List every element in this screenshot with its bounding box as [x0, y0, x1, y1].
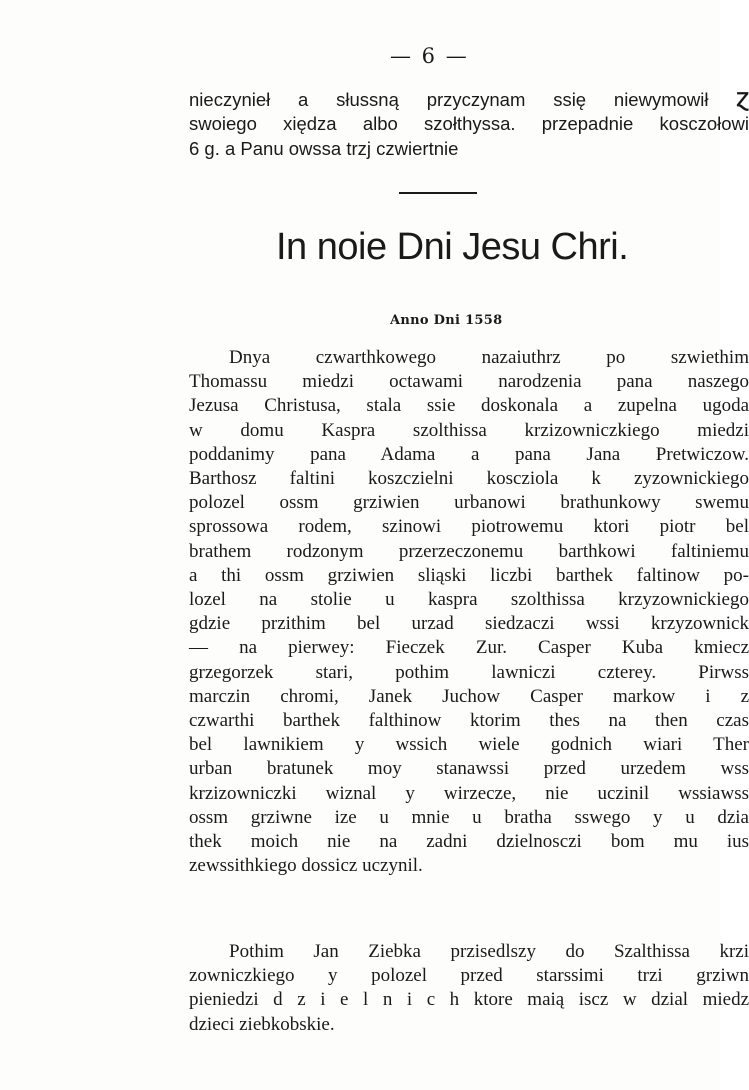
paragraph-line: Jezusa Christusa, stala ssie doskonala a zupelna ugoda: [189, 395, 749, 417]
paragraph-line: ossm grziwne ize u mnie u bratha sswego y u dzia: [189, 806, 749, 828]
paragraph-line: pieniedzi d z i e l n i c h ktore maią iscz w dzial miedz: [189, 989, 749, 1011]
paragraph-line: czwarthi barthek falthinow ktorim thes na then czas: [189, 710, 749, 732]
paragraph-line: zowniczkiego y polozel przed starssimi trzi grziwn: [189, 965, 749, 987]
paragraph-line: bel lawnikiem y wssich wiele godnich wiari Ther: [189, 734, 749, 756]
paragraph-line: sprossowa rodem, szinowi piotrowemu ktori piotr bel: [189, 516, 749, 538]
paragraph-1: [189, 346, 749, 878]
ink-glyph: Ɀ: [736, 89, 749, 110]
paragraph-line: poddanimy pana Adama a pana Jana Pretwiczow.: [189, 443, 749, 465]
paragraph-line: a thi ossm grziwien sliąski liczbi barthek faltinow po-: [189, 564, 749, 586]
paragraph-line: Pothim Jan Ziebka przisedlszy do Szalthissa krzi: [229, 941, 749, 962]
paragraph-line: lozel na stolie u kaspra szolthissa krzyzownickiego: [189, 589, 749, 611]
paragraph-line: Barthosz faltini koszczielni koscziola k zyzownickiego: [189, 468, 749, 490]
paragraph-line: w domu Kaspra szolthissa krzizowniczkiego miedzi: [189, 419, 749, 441]
paragraph-line: marczin chromi, Janek Juchow Casper markow i z: [189, 685, 749, 707]
date-line: Anno Dni 1558: [390, 313, 503, 328]
paragraph-line: thek moich nie na zadni dzielnosczi bom mu ius: [189, 831, 749, 853]
paragraph-line: polozel ossm grziwien urbanowi brathunkowy swemu: [189, 492, 749, 514]
opening-line: nieczynieł a słussną przyczynam ssię niewymowił Ɀ: [189, 89, 749, 110]
opening-line: swoiego xiędza albo szołthyssa. przepadnie kosczołowi: [189, 113, 749, 135]
paragraph-line: dzieci ziebkobskie.: [189, 1013, 335, 1035]
paragraph-2: [189, 940, 749, 1037]
paragraph-line: zewssithkiego dossicz uczynil.: [189, 855, 423, 877]
paragraph-line: krzizowniczki wiznal y wirzecze, nie uczinil wssiawss: [189, 782, 749, 804]
opening-text: [189, 88, 749, 161]
section-divider: [399, 192, 477, 194]
paragraph-line: urban bratunek moy stanawssi przed urzedem wss: [189, 758, 749, 780]
paragraph-line: brathem rodzonym przerzeczonemu barthkowi faltiniemu: [189, 540, 749, 562]
paragraph-line: — na pierwey: Fieczek Zur. Casper Kuba kmiecz: [189, 637, 749, 659]
page-number: — 6 —: [390, 44, 469, 68]
paragraph-line: Thomassu miedzi octawami narodzenia pana naszego: [189, 371, 749, 393]
paragraph-line: grzegorzek stari, pothim lawniczi czterey. Pirwss: [189, 661, 749, 683]
paragraph-line: gdzie przithim bel urzad siedzaczi wssi krzyzownick: [189, 613, 749, 635]
section-heading: In noie Dni Jesu Chri.: [276, 226, 629, 268]
paragraph-line: Dnya czwarthkowego nazaiuthrz po szwiethim: [229, 347, 749, 368]
opening-line: 6 g. a Panu owssa trzj czwiertnie: [189, 137, 459, 159]
